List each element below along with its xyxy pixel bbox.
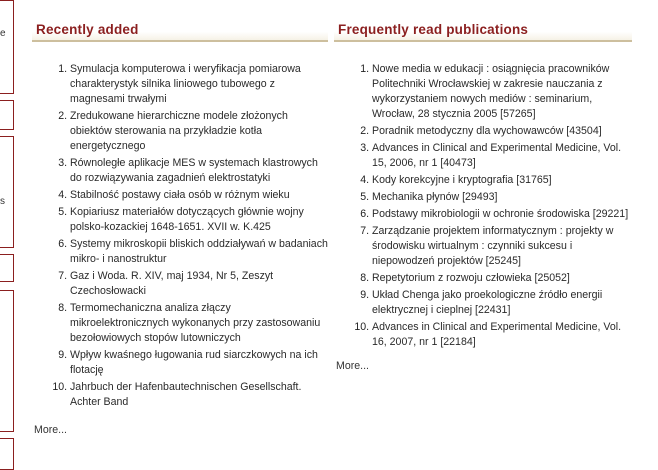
publication-link[interactable]: Systemy mikroskopii bliskich oddziaływań w badaniach mikro- i nanostruktur (70, 238, 328, 265)
list-item[interactable] (70, 380, 328, 410)
sidebar-box (0, 438, 14, 470)
sidebar-box (0, 290, 14, 432)
publication-link[interactable]: Nowe media w edukacji : osiągnięcia pracowników Politechniki Wrocławskiej w zakresie nauczania z wykorzystaniem nowych mediów : seminarium, Wrocław, 28 stycznia 2005 [57265] (372, 63, 610, 120)
sidebar-box (0, 0, 14, 94)
publication-link[interactable]: Advances in Clinical and Experimental Medicine, Vol. 15, 2006, nr 1 [40473] (372, 142, 622, 169)
list-item[interactable] (372, 224, 632, 269)
list-item[interactable] (372, 207, 632, 222)
list-item[interactable] (372, 320, 632, 350)
publication-link[interactable]: Repetytorium z rozwoju człowieka [25052] (372, 272, 570, 284)
publication-link[interactable]: Termomechaniczna analiza złączy mikroelektronicznych wykonanych przy zastosowaniu bezołowiowych stopów lutowniczych (70, 302, 321, 344)
list-item[interactable] (372, 124, 632, 139)
frequently-read-header (334, 12, 632, 42)
publication-link[interactable]: Wpływ kwaśnego ługowania rud siarczkowych na ich flotację (70, 349, 318, 376)
list-item[interactable] (70, 62, 328, 107)
list-item[interactable] (70, 109, 328, 154)
left-sidebar-edge (0, 0, 16, 463)
publication-link[interactable]: Mechanika płynów [29493] (372, 191, 498, 203)
publication-link[interactable]: Kopiariusz materiałów dotyczących głównie wojny polsko-kozackiej 1648-1651. XVII w. K.425 (70, 206, 304, 233)
sidebar-clipped-text: s (0, 196, 5, 207)
frequently-read-list (334, 62, 632, 350)
recently-added-title: Recently added (36, 22, 139, 37)
list-item[interactable] (70, 301, 328, 346)
publication-link[interactable]: Gaz i Woda. R. XIV, maj 1934, Nr 5, Zeszyt Czechosłowacki (70, 270, 274, 297)
publication-link[interactable]: Równoległe aplikacje MES w systemach klastrowych do rozwiązywania zagadnień elektrostatyki (70, 157, 318, 184)
list-item[interactable] (372, 190, 632, 205)
publication-link[interactable]: Podstawy mikrobiologii w ochronie środowiska [29221] (372, 208, 629, 220)
list-item[interactable] (372, 288, 632, 318)
list-item[interactable] (70, 156, 328, 186)
frequently-read-title: Frequently read publications (338, 22, 529, 37)
publication-link[interactable]: Zarządzanie projektem informatycznym : projekty w środowisku wirtualnym : czynniki sukcesu i niepowodzeń projektów [25245] (372, 225, 614, 267)
list-item[interactable] (372, 62, 632, 122)
sidebar-box (0, 100, 14, 130)
publication-link[interactable]: Układ Chenga jako proekologiczne źródło energii elektrycznej i cieplnej [22431] (372, 289, 603, 316)
publication-link[interactable]: Kody korekcyjne i kryptografia [31765] (372, 174, 552, 186)
list-item[interactable] (70, 188, 328, 203)
sidebar-box (0, 254, 14, 282)
list-item[interactable] (70, 269, 328, 299)
list-item[interactable] (372, 173, 632, 188)
publication-link[interactable]: Advances in Clinical and Experimental Medicine, Vol. 16, 2007, nr 1 [22184] (372, 321, 622, 348)
recently-added-header (32, 12, 328, 42)
list-item[interactable] (70, 348, 328, 378)
publication-link[interactable]: Stabilność postawy ciała osób w różnym wieku (70, 189, 290, 201)
publication-link[interactable]: Zredukowane hierarchiczne modele złożonych obiektów sterowania na przykładzie kotła energetycznego (70, 110, 288, 152)
list-item[interactable] (70, 205, 328, 235)
list-item[interactable] (372, 271, 632, 286)
sidebar-clipped-text: e (0, 28, 6, 39)
recently-added-more-link[interactable]: More... (34, 424, 67, 436)
publication-link[interactable]: Symulacja komputerowa i weryfikacja pomiarowa charakterystyk silnika liniowego tubowego z magnesami trwałymi (70, 63, 301, 105)
recently-added-list (32, 62, 328, 410)
frequently-read-panel (334, 12, 632, 372)
publication-link[interactable]: Jahrbuch der Hafenbautechnischen Gesellschaft. Achter Band (70, 381, 302, 408)
sidebar-box (0, 136, 14, 248)
publication-link[interactable]: Poradnik metodyczny dla wychowawców [43504] (372, 125, 602, 137)
list-item[interactable] (70, 237, 328, 267)
list-item[interactable] (372, 141, 632, 171)
recently-added-panel (32, 12, 328, 436)
frequently-read-more-link[interactable]: More... (336, 360, 369, 372)
